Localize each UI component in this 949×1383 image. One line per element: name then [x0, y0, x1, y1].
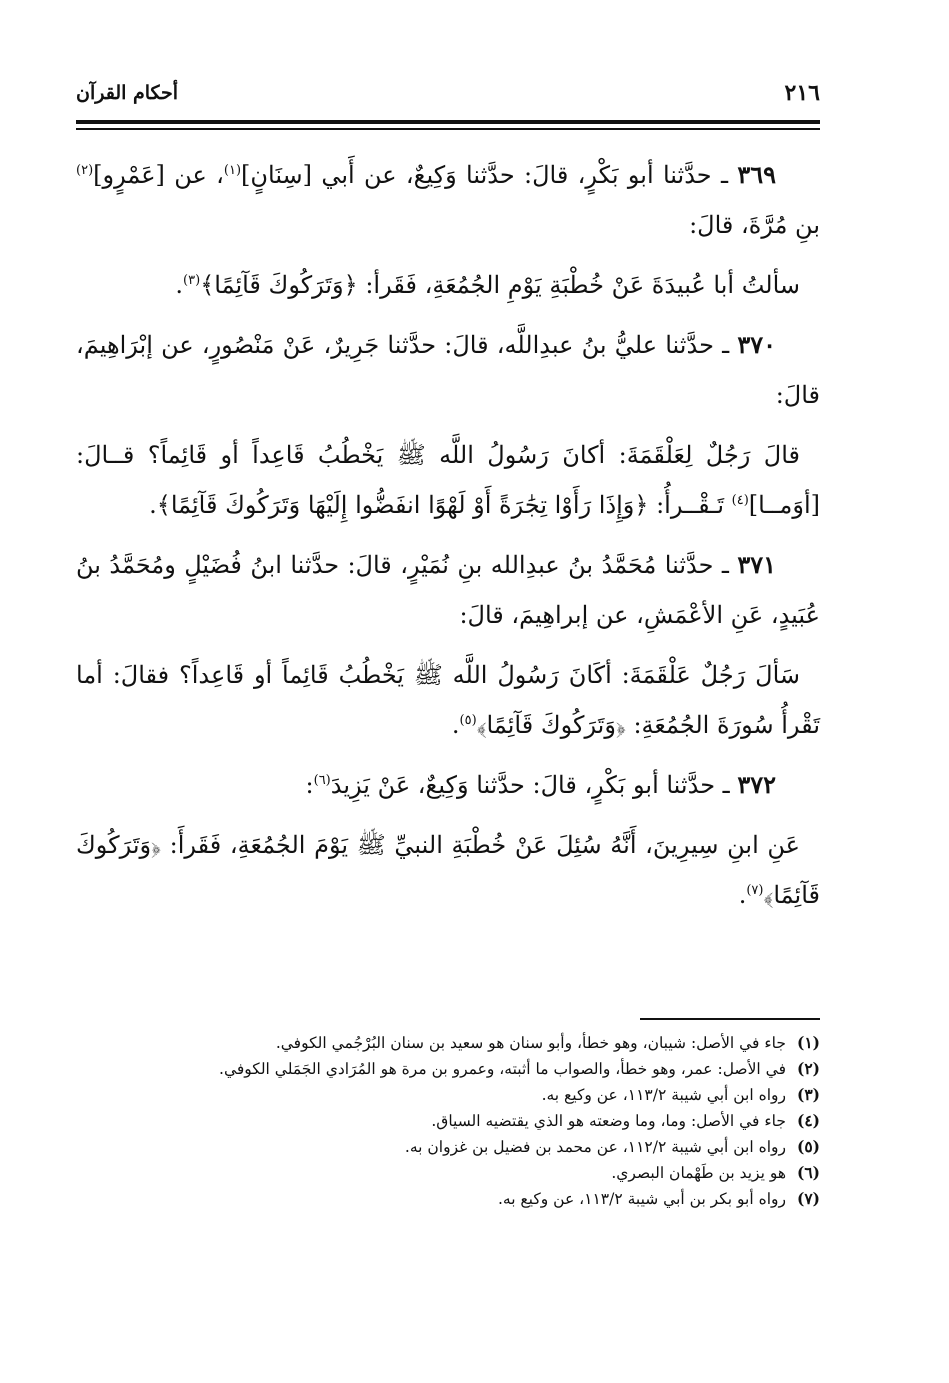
- running-title: أحكام القرآن: [76, 82, 179, 104]
- footnote-ref[interactable]: (٦): [313, 773, 331, 788]
- footnote-number: (٧): [796, 1189, 820, 1208]
- quran-verse: ﴿وَتَرَكُوكَ قَآئِمًا﴾: [476, 711, 626, 739]
- hadith-matn: [76, 650, 820, 750]
- footnote-text: رواه ابن أبي شيبة ١١٣/٢، عن وكيع به.: [541, 1086, 786, 1104]
- footnote-ref[interactable]: (٣): [183, 273, 201, 288]
- hadith-isnad: [76, 150, 820, 250]
- matn-text: سألتُ أبا عُبيدَةَ عَنْ خُطْبَةِ يَوْمِ الجُمُعَةِ، فَقَرأ:: [357, 271, 800, 299]
- matn-text: سَألَ رَجُلٌ عَلْقَمَةَ: أكَانَ رَسُولُ اللَّه ﷺ يَخْطُبُ قَائِماً أو قَاعِداً؟ فقالَ: أما تَقْرأُ سُورَةَ الجُمُعَةِ:: [76, 661, 820, 739]
- header-rule-thick: [76, 120, 820, 124]
- footnote-text: في الأصل: عمر، وهو خطأ، والصواب ما أثبته، وعمرو بن مرة هو المُرَادي الجَمَلي الكوفي.: [219, 1060, 786, 1078]
- footnote-item: [76, 1186, 820, 1212]
- footnote-ref[interactable]: (١): [223, 163, 242, 178]
- hadith-number: ٣٧٠: [737, 330, 776, 359]
- hadith-number: ٣٦٩: [737, 160, 776, 189]
- hadith-number: ٣٧٢: [737, 770, 776, 799]
- footnote-item: [76, 1108, 820, 1134]
- footnote-text: هو يزيد بن طَهْمان البصري.: [611, 1164, 786, 1182]
- footnote-number: (٢): [796, 1059, 820, 1078]
- matn-text: .: [738, 881, 747, 909]
- hadith-matn: [76, 430, 820, 530]
- footnote-number: (٦): [796, 1163, 820, 1182]
- quran-verse: ﴿وَتَرَكُوكَ قَآئِمًا﴾: [76, 831, 820, 909]
- footnote-ref[interactable]: (٥): [459, 713, 477, 728]
- footnote-text: جاء في الأصل: شيبان، وهو خطأ، وأبو سنان هو سعيد بن سنان البُرْجُمي الكوفي.: [275, 1034, 786, 1052]
- footnote-item: [76, 1056, 820, 1082]
- footnote-ref[interactable]: (٤): [731, 493, 749, 508]
- footnote-ref[interactable]: (٧): [746, 883, 764, 898]
- page-number: ٢١٦: [784, 80, 820, 106]
- isnad-text: ـ حدَّثنا أبو بَكْرٍ، قالَ: حدَّثنا وَكِيعٌ، عَنْ يَزِيدَ: [330, 771, 738, 799]
- header-rule-thin: [76, 128, 820, 130]
- footnote-text: رواه أبو بكر بن أبي شيبة ١١٣/٢، عن وكيع به.: [497, 1190, 786, 1208]
- footnote-number: (١): [796, 1033, 820, 1052]
- footnote-text: رواه ابن أبي شيبة ١١٢/٢، عن محمد بن فضيل بن غزوان به.: [404, 1138, 786, 1156]
- footnote-item: [76, 1082, 820, 1108]
- page-header: [76, 80, 820, 112]
- hadith-matn: [76, 260, 820, 310]
- footnote-item: [76, 1160, 820, 1186]
- footnote-number: (٤): [796, 1111, 820, 1130]
- isnad-text: ـ حدَّثنا مُحَمَّدُ بنُ عبدِالله بنِ نُمَيْرٍ، قالَ: حدَّثنا ابنُ فُضَيْلٍ ومُحَمَّدُ بنُ عُبَيدٍ، عَنِ الأعْمَشِ، عن إبراهِيمَ، قالَ:: [76, 551, 820, 629]
- matn-text: .: [149, 491, 157, 519]
- footnote-item: [76, 1030, 820, 1056]
- matn-text: تَـقْــرأُ:: [648, 491, 732, 519]
- footnote-number: (٣): [796, 1085, 820, 1104]
- hadith-isnad: [76, 540, 820, 640]
- footnotes: [76, 1030, 820, 1212]
- footnote-item: [76, 1134, 820, 1160]
- quran-verse: ﴿وَإِذَا رَأَوْا تِجَٰرَةً أَوْ لَهْوًا انفَضُّوا إِلَيْهَا وَتَرَكُوكَ قَآئِمًا﴾: [156, 491, 649, 519]
- footnote-number: (٥): [796, 1137, 820, 1156]
- isnad-text: :: [305, 771, 314, 799]
- matn-text: .: [175, 271, 184, 299]
- footnote-separator: [640, 1018, 820, 1020]
- hadith-number: ٣٧١: [737, 550, 776, 579]
- isnad-text: ـ حدَّثنا أبو بَكْرٍ، قالَ: حدَّثنا وَكِيعٌ، عن أَبي [سِنَانٍ]: [241, 161, 738, 189]
- matn-text: قالَ رَجُلٌ لِعَلْقَمَةَ: أكانَ رَسُولُ اللَّه ﷺ يَخْطُبُ قَاعِداً أو قَائِماً؟ قــالَ: [أوَمــا]: [76, 441, 820, 519]
- matn-text: .: [451, 711, 460, 739]
- hadith-isnad: [76, 760, 820, 810]
- isnad-text: ـ حدَّثنا عليُّ بنُ عبدِاللَّه، قالَ: حدَّثنا جَرِيرٌ، عَنْ مَنْصُورٍ، عن إبْرَاهِيمَ، قالَ:: [76, 331, 820, 409]
- footnote-ref[interactable]: (٢): [76, 163, 94, 178]
- hadith-isnad: [76, 320, 820, 420]
- hadith-matn: [76, 820, 820, 920]
- quran-verse: ﴿وَتَرَكُوكَ قَآئِمًا﴾: [200, 271, 358, 299]
- matn-text: عَنِ ابنِ سِيرِينَ، أَنَّهُ سُئِلَ عَنْ خُطْبَةِ النبيِّ ﷺ يَوْمَ الجُمُعَةِ، فَقَرأَ:: [160, 831, 800, 859]
- footnote-text: جاء في الأصل: وما، وما وضعته هو الذي يقتضيه السياق.: [431, 1112, 786, 1130]
- isnad-text: بنِ مُرَّةَ، قالَ:: [689, 211, 820, 239]
- isnad-text: ، عن [عَمْرٍو]: [93, 161, 224, 189]
- main-text: [76, 150, 820, 930]
